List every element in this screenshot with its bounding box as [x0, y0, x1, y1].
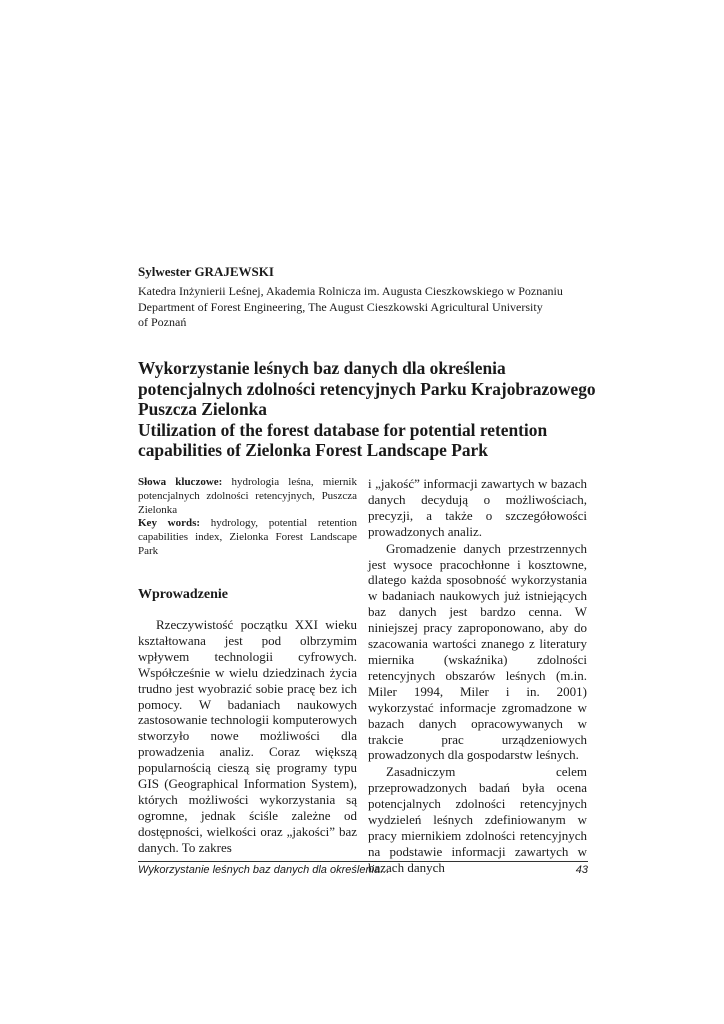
affiliation-line: Katedra Inżynierii Leśnej, Akademia Rolnicza im. Augusta Cieszkowskiego w Poznaniu [138, 284, 563, 298]
left-body-text [138, 617, 357, 856]
left-column [138, 476, 358, 855]
footer-divider [138, 861, 588, 862]
title-pl-line: Puszcza Zielonka [138, 399, 267, 419]
keywords-pl [138, 476, 357, 517]
title-pl-line: potencjalnych zdolności retencyjnych Parku Krajobrazowego [138, 378, 596, 399]
paragraph: i „jakość” informacji zawartych w bazach danych decydują o możliwościach, precyzji, a także o szczegółowości prowadzonych analiz. [368, 476, 587, 539]
affiliation-line: of Poznań [138, 315, 187, 329]
keywords-en [138, 517, 357, 558]
section-heading: Wprowadzenie [138, 587, 228, 602]
right-column [368, 476, 587, 876]
paragraph: Zasadniczym celem przeprowadzonych badań była ocena potencjalnych zdolności retencyjnych wydzieleń leśnych zdefiniowanym w pracy miernikiem zdolności retencyjnych na podstawie informacji zawartych w bazach danych [368, 764, 587, 875]
keywords-en-label: Key words: [138, 517, 201, 530]
title-en-line: Utilization of the forest database for potential retention [138, 419, 548, 440]
title-pl-line: Wykorzystanie leśnych baz danych dla określenia [138, 358, 506, 378]
author-affiliation [138, 284, 588, 331]
keywords-pl-label: Słowa kluczowe: [138, 476, 223, 488]
affiliation-line: Department of Forest Engineering, The August Cieszkowski Agricultural University [138, 299, 543, 314]
keywords-pl-text: hydrologia leśna, miernik potencjalnych zdolności retencyjnych, Puszcza Zielonka [138, 476, 357, 516]
page-number: 43 [575, 864, 588, 876]
paragraph: Rzeczywistość początku XXI wieku kształtowana jest pod olbrzymim wpływem technologii cyfrowych. Współcześnie w wielu dziedzinach życia trudno jest wyobrazić sobie pracę bez ich pomocy. W badaniach naukowych zastosowanie technologii komputerowych stworzyło nowe możliwości dla prowadzenia analiz. Coraz większą popularnością cieszą się programy typu GIS (Geographical Information System), których możliwości wykorzystania są ogromne, jednak ściśle zależne od dostępności, wielkości oraz „jakości” baz danych. To zakres [138, 617, 357, 855]
article-title [138, 358, 598, 461]
title-en-line: capabilities of Zielonka Forest Landscape Park [138, 440, 488, 460]
paragraph: Gromadzenie danych przestrzennych jest wysoce pracochłonne i kosztowne, dlatego każda sposobność wykorzystania w badaniach naukowych już istniejących baz danych jest bardzo cenna. W niniejszej pracy zaproponowano, aby do szacowania wartości znanego z literatury miernika (wskaźnika) zdolności retencyjnych obszarów leśnych (m.in. Miler 1994, Miler i in. 2001) wykorzystać informacje zgromadzone w bazach danych opracowywanych w trakcie prac urządzeniowych prowadzonych dla gospodarstw leśnych. [368, 540, 587, 763]
keywords-en-text: hydrology, potential retention capabilities index, Zielonka Forest Landscape Park [138, 517, 358, 557]
running-title: Wykorzystanie leśnych baz danych dla określenia... [138, 864, 390, 876]
author-name: Sylwester GRAJEWSKI [138, 264, 274, 279]
